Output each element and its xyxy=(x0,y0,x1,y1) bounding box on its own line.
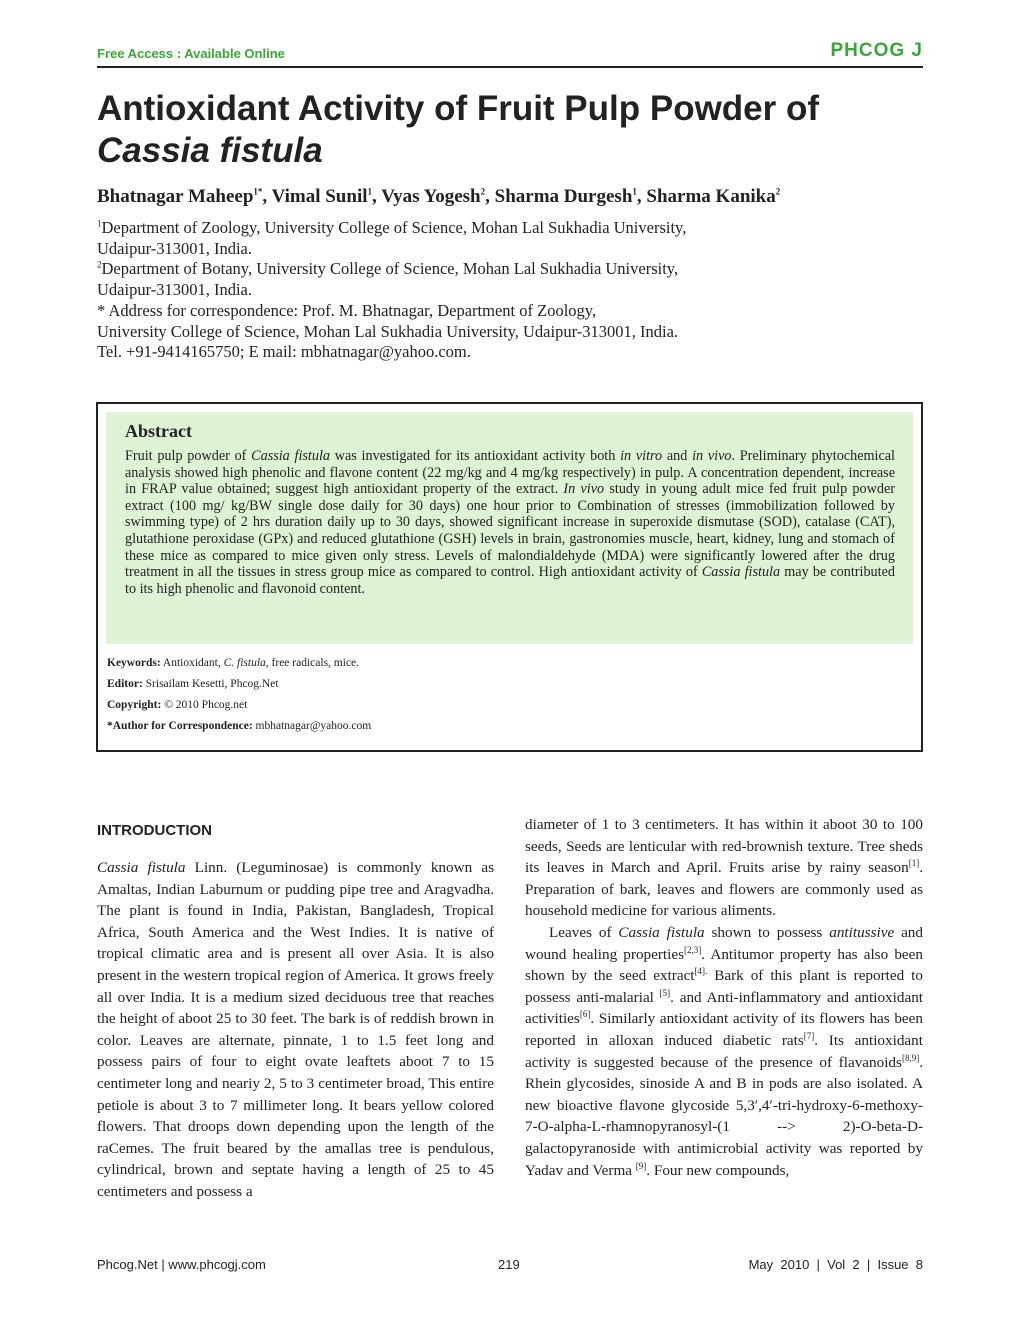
title-line-2: Cassia fistula xyxy=(97,131,323,170)
citation: [2,3] xyxy=(684,944,702,955)
author-name: Vyas Yogesh xyxy=(381,186,481,207)
author-list: Bhatnagar Maheep$^{1*}$, Vimal Sunil$^1$, Vyas Yogesh$^2$, Sharma Durgesh$^1$, Sharma Kanika$^2$ xyxy=(97,186,781,207)
author-name: Vimal Sunil xyxy=(271,186,368,207)
citation: [8,9] xyxy=(901,1052,920,1063)
author-name: Sharma Kanika xyxy=(646,186,776,207)
abstract-text: Fruit pulp powder of Cassia fistula was investigated for its antioxidant activity both in vitro and in vivo. Preliminary phytochemical analysis showed high phenolic and flavone content (22 mg/kg and 4 mg/kg respectively) in pulp. A concentration dependent, increase in FRAP value obtained; suggest high antioxidant property of the extract. In vivo study in young adult mice fed fruit pulp powder extract (100 mg/ kg/BW single dose daily for 30 days) one hour prior to Combination of stresses (immobilization followed by swimming type) of 2 hrs duration daily up to 30 days, showed significant increase in superoxide dismutase (SOD), catalase (CAT), glutathione peroxidase (GPx) and reduced glutathione (GSH) levels in brain, gastronomies muscle, heart, kidney, lung and stomach of these mice as compared to mice given only stress. Levels of malondialdehyde (MDA) were significantly lowered after the drug treatment in all the tissues in stress group mice as compared to control. High antioxidant activity of Cassia fistula may be contributed to its high phenolic and flavonoid content. xyxy=(125,448,896,597)
affiliation-mark: 1 xyxy=(97,218,102,229)
editor-line: Editor: Srisailam Kesetti, Phcog.Net xyxy=(107,678,279,690)
author-affiliation-mark: 1 xyxy=(632,186,637,197)
author-name: Bhatnagar Maheep xyxy=(97,186,254,207)
paragraph: Leaves of Cassia fistula shown to possess antitussive and wound healing properties[2,3]. Antitumor property has also been shown by the seed extract$^{[4].}$ Bark of this plant is reported to possess anti-malarial [5]. and Anti-inflammatory and antioxidant activities[6]. Similarly antioxidant activity of its flowers has been reported in alloxan induced diabetic rats[7]. Its antioxidant activity is suggested because of the presence of flavanoids[8,9]. Rhein glycosides, sinoside A and B in pods are also isolated. A new bioactive flavone glycoside 5,3′,4′-tri-hydroxy-6-methoxy-7-O-alpha-L-rhamnopyranosyl-(1 --> 2)-O-beta-D-galactopyranoside with antimicrobial activity was reported by Yadav and Verma [9]. Four new compounds, xyxy=(525,923,924,1179)
keywords-line: Keywords: Antioxidant, C. fistula, free radicals, mice. xyxy=(107,657,360,669)
citation: [5] xyxy=(659,987,671,998)
correspondence-line-3: Tel. +91-9414165750; E mail: mbhatnagar@yahoo.com. xyxy=(97,342,471,362)
introduction-heading: INTRODUCTION xyxy=(97,822,212,839)
author-affiliation-mark: 1 xyxy=(367,186,373,197)
author-affiliation-mark: 1* xyxy=(253,186,263,197)
affiliations xyxy=(97,218,923,363)
title-line-1: Antioxidant Activity of Fruit Pulp Powder of xyxy=(97,89,820,128)
abstract-panel xyxy=(106,412,913,644)
correspondence-line-1: * Address for correspondence: Prof. M. Bhatnagar, Department of Zoology, xyxy=(97,300,597,320)
citation: [6] xyxy=(579,1009,591,1020)
body-column-right xyxy=(525,814,923,1181)
footer-left: Phcog.Net | www.phcogj.com xyxy=(97,1257,266,1272)
paragraph: Cassia fistula Linn. (Leguminosae) is commonly known as Amaltas, Indian Laburnum or pudding pipe tree and Aragvadha. The plant is found in India, Pakistan, Bangladesh, Tropical Africa, South America and the West Indies. It is native of tropical climatic area and is present all over Asia. It is also present in the western tropical region of America. It grows freely all over India. It is a medium sized deciduous tree that reaches the height of aboot 25 to 30 feet. The bark is of reddish brown in color. Leaves are alternate, pinnate, 1 to 1.5 feet long and possess pairs of four to eight ovate leaftets aboot 7 to 15 centimeter long and neariy 2, 5 to 3 centimeter broad, This entire petiole is about 3 to 7 millimeter long. It bears yellow colored flowers. That droops down depending upon the length of the raCemes. The fruit beared by the amallas tree is pendulous, cylindrical, brown and septate having a length of 25 to 45 centimeters and possess a xyxy=(97,859,494,1200)
copyright-line: Copyright: © 2010 Phcog.net xyxy=(107,699,248,711)
author-affiliation-mark: 2 xyxy=(775,186,781,197)
affiliation-2-line-1: Department of Botany, University College of Science, Mohan Lal Sukhadia University, xyxy=(101,259,679,279)
paragraph: diameter of 1 to 3 centimeters. It has within it aboot 30 to 100 seeds, Seeds are lenticular with red-brownish texture. Tree sheds its leaves in March and April. Fruits arise by rainy season[1]. Preparation of bark, leaves and flowers are commonly used as household medicine for various aliments. xyxy=(525,816,923,920)
abstract-heading: Abstract xyxy=(125,421,192,441)
corresponding-author-line: *Author for Correspondence: mbhatnagar@yahoo.com xyxy=(107,720,372,732)
citation: [9] xyxy=(635,1160,647,1171)
correspondence-line-2: University College of Science, Mohan Lal Sukhadia University, Udaipur-313001, India. xyxy=(97,321,679,341)
affiliation-1-line-1: Department of Zoology, University College of Science, Mohan Lal Sukhadia University, xyxy=(101,218,687,237)
journal-access-label: Free Access : Available Online xyxy=(97,46,285,61)
affiliation-2-line-2: Udaipur-313001, India. xyxy=(97,280,253,300)
citation: [4]. xyxy=(694,966,708,977)
footer-right: May 2010 | Vol 2 | Issue 8 xyxy=(748,1257,923,1272)
header-divider xyxy=(97,66,923,68)
citation: [7] xyxy=(803,1030,815,1041)
article-title xyxy=(97,88,923,172)
author-affiliation-mark: 2 xyxy=(480,186,486,197)
journal-name: PHCOG J xyxy=(830,40,923,61)
body-column-left xyxy=(97,857,494,1203)
page-number: 219 xyxy=(498,1257,520,1272)
citation: [1] xyxy=(908,858,920,869)
affiliation-mark: 2 xyxy=(97,259,102,270)
author-name: Sharma Durgesh xyxy=(494,186,633,207)
affiliation-1-line-2: Udaipur-313001, India. xyxy=(97,238,253,258)
